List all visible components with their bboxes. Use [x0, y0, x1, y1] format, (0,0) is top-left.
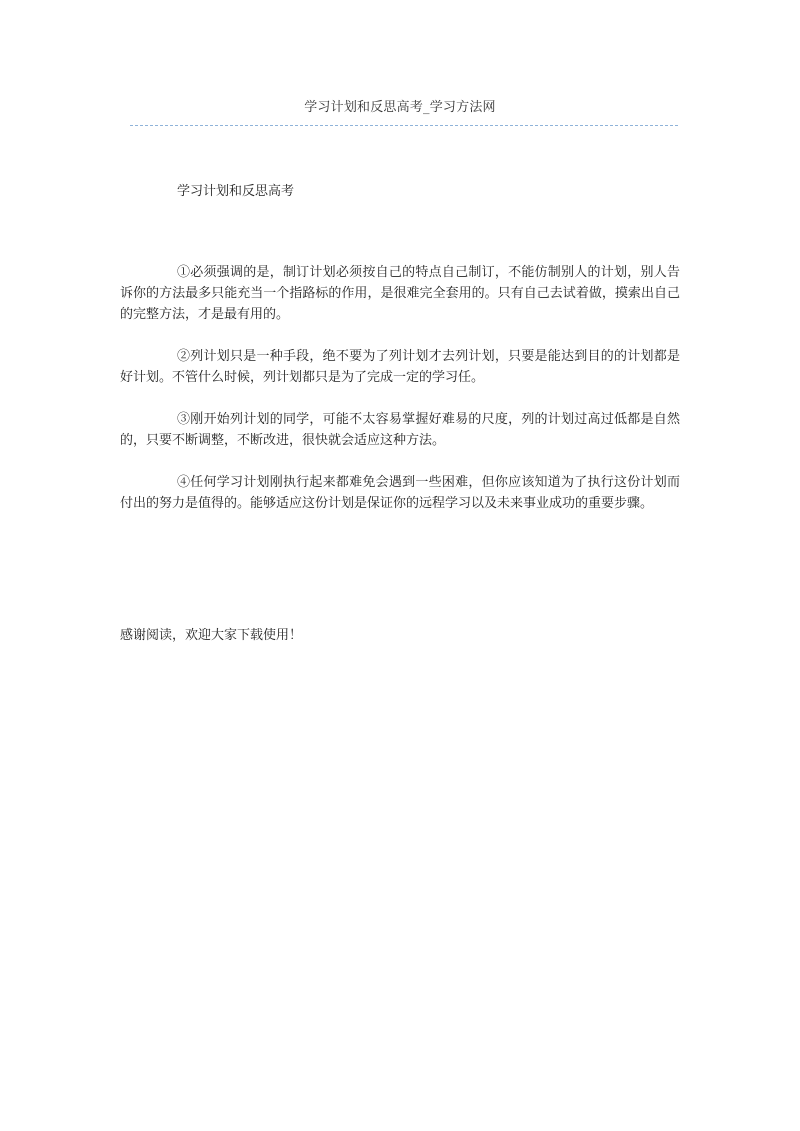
paragraph-3: ③刚开始列计划的同学，可能不太容易掌握好难易的尺度，列的计划过高过低都是自然的，只要不断调整，不断改进，很快就会适应这种方法。: [120, 412, 680, 448]
page-header-title: 学习计划和反思高考_学习方法网: [304, 100, 496, 115]
header-divider: [130, 125, 678, 126]
document-body: [120, 262, 680, 535]
closing-text: 感谢阅读，欢迎大家下载使用！: [120, 628, 303, 643]
paragraph-4: ④任何学习计划刚执行起来都难免会遇到一些困难，但你应该知道为了执行这份计划而付出的努力是值得的。能够适应这份计划是保证你的远程学习以及未来事业成功的重要步骤。: [120, 475, 680, 511]
document-title: 学习计划和反思高考: [177, 184, 295, 199]
paragraph-1: ①必须强调的是，制订计划必须按自己的特点自己制订，不能仿制别人的计划，别人告诉你的方法最多只能充当一个指路标的作用，是很难完全套用的。只有自己去试着做，摸索出自己的完整方法，才是最有用的。: [120, 265, 680, 322]
paragraph-2: ②列计划只是一种手段，绝不要为了列计划才去列计划，只要是能达到目的的计划都是好计划。不管什么时候，列计划都只是为了完成一定的学习任。: [120, 349, 680, 385]
